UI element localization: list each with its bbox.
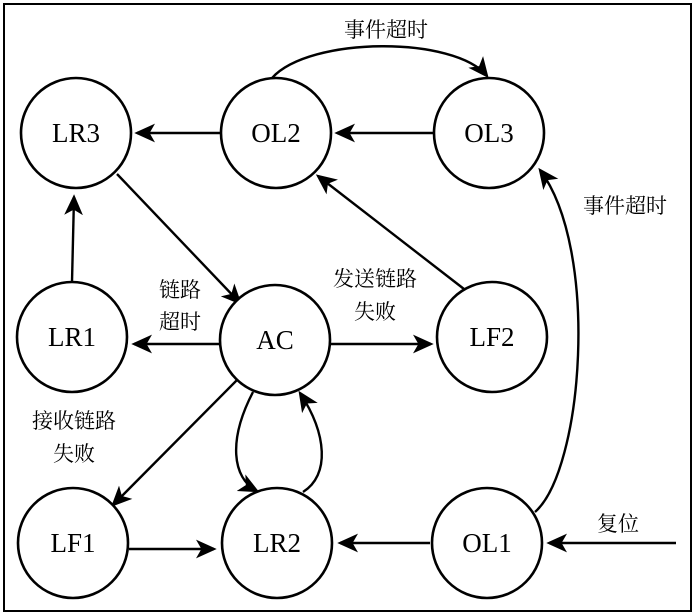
- edge-ac-lr2: [236, 392, 257, 491]
- edge-label-timeout-top: 事件超时: [344, 18, 428, 42]
- node-label-lf2: LF2: [469, 322, 515, 353]
- node-lf2[interactable]: [437, 282, 547, 392]
- node-ol1[interactable]: [432, 488, 542, 598]
- node-lr3[interactable]: [21, 78, 131, 188]
- edge-label-send-fail-line2: 失败: [354, 300, 396, 324]
- edge-ac-lf1: [113, 377, 240, 505]
- edge-ol2-ol3: [272, 46, 487, 78]
- edge-label-link-timeout-line2: 超时: [159, 310, 201, 334]
- node-ol2[interactable]: [221, 78, 331, 188]
- edge-label-recv-fail-line2: 失败: [53, 442, 95, 466]
- node-label-lr1: LR1: [47, 322, 97, 353]
- node-label-lr3: LR3: [51, 118, 101, 149]
- node-label-ac: AC: [256, 325, 294, 356]
- edge-lr2-ac: [300, 393, 322, 492]
- node-ol3[interactable]: [434, 78, 544, 188]
- node-label-lr2: LR2: [252, 528, 302, 559]
- node-label-lf1: LF1: [50, 528, 96, 559]
- node-label-ol3: OL3: [464, 118, 514, 149]
- edge-label-timeout-right: 事件超时: [583, 194, 667, 218]
- edge-label-send-fail-line1: 发送链路: [333, 267, 417, 291]
- node-lr2[interactable]: [222, 488, 332, 598]
- edge-label-link-timeout-line1: 链路: [159, 278, 201, 302]
- edge-lr1-lr3: [72, 197, 74, 282]
- node-label-ol1: OL1: [462, 528, 512, 559]
- node-lf1[interactable]: [18, 488, 128, 598]
- node-lr1[interactable]: [17, 282, 127, 392]
- node-ac[interactable]: [220, 285, 330, 395]
- edge-label-reset: 复位: [597, 512, 639, 536]
- node-label-ol2: OL2: [251, 118, 301, 149]
- edge-label-recv-fail-line1: 接收链路: [32, 409, 116, 433]
